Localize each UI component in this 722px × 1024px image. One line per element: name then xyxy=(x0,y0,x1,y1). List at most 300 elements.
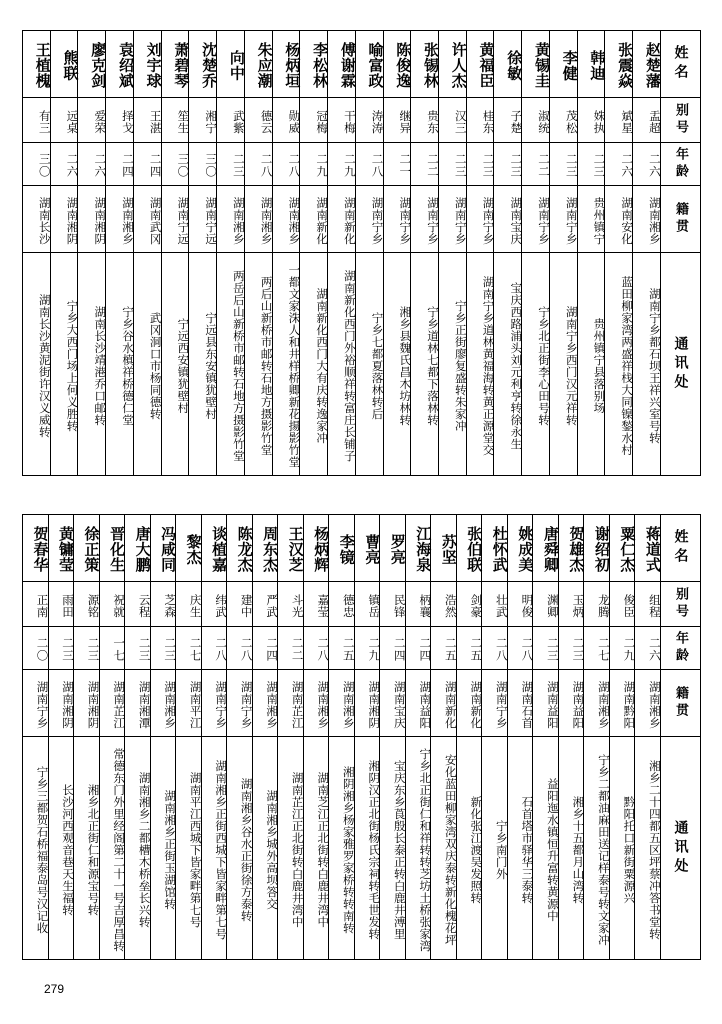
cell-address xyxy=(354,737,380,960)
cell-address-text: 两后山新桥市邮转石地方摄影竹堂 xyxy=(259,276,274,456)
cell-age xyxy=(161,143,189,186)
cell-name xyxy=(507,515,533,582)
cell-address xyxy=(439,253,467,476)
header-name xyxy=(660,31,700,98)
cell-age-text: 二二 xyxy=(536,153,551,178)
cell-native-place-text: 湖南益阳 xyxy=(571,680,586,729)
cell-alias xyxy=(522,98,550,143)
cell-alias-text: 王湛 xyxy=(148,109,163,134)
cell-native-place xyxy=(303,670,329,737)
cell-name-text: 向中 xyxy=(227,50,246,81)
cell-age xyxy=(133,143,161,186)
cell-alias-text: 民锋 xyxy=(392,593,407,618)
cell-address xyxy=(99,737,125,960)
cell-native-place xyxy=(78,186,106,253)
cell-native-place-text: 湖南湘乡 xyxy=(647,680,662,729)
header-age-text: 年龄 xyxy=(673,147,689,181)
cell-native-place xyxy=(176,670,202,737)
cell-age xyxy=(533,627,559,670)
header-alias-text: 别号 xyxy=(673,587,689,621)
row-age xyxy=(23,627,701,670)
cell-address xyxy=(549,253,577,476)
cell-native-place xyxy=(466,186,494,253)
cell-age-text: 二〇 xyxy=(35,637,50,662)
cell-name xyxy=(227,515,253,582)
cell-address xyxy=(227,737,253,960)
cell-native-place-text: 湖南湘乡 xyxy=(231,196,246,245)
cell-native-place xyxy=(189,186,217,253)
cell-alias xyxy=(217,98,245,143)
cell-alias-text: 云程 xyxy=(137,593,152,618)
cell-name-text: 熊联 xyxy=(61,50,80,81)
cell-name-text: 谢绍初 xyxy=(592,526,611,573)
register-table-top xyxy=(22,30,700,470)
cell-alias xyxy=(577,98,605,143)
cell-address-text: 湖南宁乡都石坝王祥兴室号转 xyxy=(647,288,662,444)
cell-alias xyxy=(133,98,161,143)
cell-alias-text: 建中 xyxy=(239,593,254,618)
cell-native-place xyxy=(300,186,328,253)
cell-alias-text: 壮武 xyxy=(494,593,509,618)
cell-alias xyxy=(272,98,300,143)
cell-name xyxy=(217,31,245,98)
cell-age xyxy=(522,143,550,186)
cell-alias-text: 庆生 xyxy=(188,593,203,618)
cell-age-text: 二八 xyxy=(520,637,535,662)
cell-native-place xyxy=(456,670,482,737)
cell-age xyxy=(577,143,605,186)
cell-age-text: 一七 xyxy=(112,637,127,662)
cell-age xyxy=(74,627,100,670)
cell-name-text: 贺雄杰 xyxy=(567,526,586,573)
cell-alias xyxy=(482,582,508,627)
cell-age xyxy=(405,627,431,670)
cell-name xyxy=(558,515,584,582)
cell-name xyxy=(456,515,482,582)
cell-name-text: 张锡林 xyxy=(422,42,441,89)
cell-native-place-text: 湖南益阳 xyxy=(545,680,560,729)
cell-age-text: 二三 xyxy=(564,153,579,178)
header-native-place-text: 籍贯 xyxy=(673,202,689,236)
cell-alias-text: 茂松 xyxy=(564,109,579,134)
cell-address xyxy=(380,737,406,960)
cell-alias xyxy=(635,582,661,627)
cell-native-place-text: 湖南湘乡 xyxy=(265,680,280,729)
cell-name xyxy=(106,31,134,98)
cell-native-place xyxy=(411,186,439,253)
header-age xyxy=(660,627,700,670)
cell-address xyxy=(23,737,49,960)
row-address xyxy=(23,253,701,476)
cell-name-text: 谈植嘉 xyxy=(210,526,229,573)
cell-name-text: 冯咸同 xyxy=(159,526,178,573)
cell-address-text: 宁乡三都贺石桥福泰岛号汉记收 xyxy=(35,766,50,934)
cell-age xyxy=(23,143,51,186)
cell-name xyxy=(380,515,406,582)
cell-name xyxy=(48,515,74,582)
cell-native-place-text: 湖南新化 xyxy=(443,680,458,729)
cell-name-text: 陈龙杰 xyxy=(235,526,254,573)
cell-alias-text: 桂东 xyxy=(481,109,496,134)
cell-age-text: 二五 xyxy=(469,637,484,662)
cell-alias xyxy=(354,582,380,627)
cell-address xyxy=(577,253,605,476)
cell-age-text: 二三 xyxy=(61,637,76,662)
cell-address-text: 湘乡北正街仁和源宝号转 xyxy=(86,784,101,916)
cell-address-text: 湖南平江西城下皆家畔第七号 xyxy=(188,772,203,928)
cell-native-place-text: 湖南湘乡 xyxy=(259,196,274,245)
cell-alias xyxy=(227,582,253,627)
cell-age-text: 二三 xyxy=(592,153,607,178)
cell-native-place-text: 湖南武冈 xyxy=(148,196,163,245)
cell-age xyxy=(549,143,577,186)
cell-age xyxy=(584,627,610,670)
cell-native-place xyxy=(522,186,550,253)
cell-native-place-text: 贵州镇宁 xyxy=(592,196,607,245)
cell-alias xyxy=(244,98,272,143)
cell-name-text: 苏坚 xyxy=(439,534,458,565)
cell-age-text: 二三 xyxy=(163,637,178,662)
cell-native-place-text: 湖南湘阴 xyxy=(65,196,80,245)
cell-alias-text: 组程 xyxy=(647,593,662,618)
cell-name xyxy=(23,515,49,582)
cell-native-place-text: 湖南宁乡 xyxy=(370,196,385,245)
cell-name xyxy=(303,515,329,582)
cell-age xyxy=(383,143,411,186)
cell-name xyxy=(252,515,278,582)
cell-age-text: 二六 xyxy=(647,153,662,178)
cell-native-place-text: 湖南湘乡 xyxy=(341,680,356,729)
cell-address-text: 黔阳托口新街粟源兴 xyxy=(622,796,637,904)
cell-age-text: 二三 xyxy=(453,153,468,178)
cell-name-text: 张震焱 xyxy=(616,42,635,89)
cell-address-text: 湖南长沙靖港乔口邮转 xyxy=(93,306,108,426)
cell-native-place xyxy=(482,670,508,737)
cell-name-text: 廖克剑 xyxy=(89,42,108,89)
cell-address xyxy=(466,253,494,476)
cell-name-text: 萧碧琴 xyxy=(172,42,191,89)
cell-age-text: 二五 xyxy=(443,637,458,662)
cell-native-place-text: 湖南湘阴 xyxy=(93,196,108,245)
cell-native-place-text: 湖南石首 xyxy=(520,680,535,729)
cell-address-text: 湖南湘乡二都槽木桥垒长兴转 xyxy=(137,772,152,928)
cell-alias-text: 祝就 xyxy=(112,593,127,618)
cell-native-place-text: 湖南黔阳 xyxy=(622,680,637,729)
cell-native-place-text: 湖南宁乡 xyxy=(426,196,441,245)
header-native-place-text: 籍贯 xyxy=(673,686,689,720)
cell-native-place xyxy=(50,186,78,253)
cell-name-text: 赵楚藩 xyxy=(643,42,662,89)
cell-native-place-text: 湖南湘阴 xyxy=(61,680,76,729)
cell-address-text: 湖南新化西门大有庆转逸家冲 xyxy=(315,288,330,444)
cell-age xyxy=(439,143,467,186)
cell-age-text: 二四 xyxy=(148,153,163,178)
header-alias xyxy=(660,582,700,627)
cell-address-text: 湖南湘乡正街玉湖馆转 xyxy=(163,790,178,910)
cell-alias-text: 镇岳 xyxy=(367,593,382,618)
cell-native-place-text: 湖南平江 xyxy=(188,680,203,729)
cell-age xyxy=(23,627,49,670)
cell-native-place xyxy=(244,186,272,253)
cell-name-text: 韩迪 xyxy=(588,50,607,81)
cell-native-place-text: 湖南湘潭 xyxy=(137,680,152,729)
cell-native-place xyxy=(635,670,661,737)
cell-alias xyxy=(584,582,610,627)
cell-address-text: 宁乡正街廖复盛转朱家冲 xyxy=(453,300,468,432)
cell-native-place xyxy=(252,670,278,737)
cell-age-text: 二八 xyxy=(239,637,254,662)
cell-native-place xyxy=(133,186,161,253)
cell-name-text: 姚成美 xyxy=(516,526,535,573)
cell-name-text: 黎杰 xyxy=(184,534,203,565)
cell-age xyxy=(300,143,328,186)
cell-address-text: 湖南湘乡正街西城下皆家畔第七号 xyxy=(214,760,229,940)
cell-age-text: 二八 xyxy=(370,153,385,178)
cell-alias xyxy=(549,98,577,143)
cell-native-place-text: 湖南宁远 xyxy=(204,196,219,245)
cell-address-text: 湘阴湘乡杨家雅罗家桥转转南转 xyxy=(341,766,356,934)
cell-native-place xyxy=(74,670,100,737)
cell-native-place xyxy=(577,186,605,253)
cell-alias-text: 俊臣 xyxy=(622,593,637,618)
cell-name xyxy=(161,31,189,98)
cell-age-text: 二四 xyxy=(392,637,407,662)
cell-age-text: 二三 xyxy=(137,637,152,662)
cell-native-place-text: 湖南宝庆 xyxy=(509,196,524,245)
cell-age-text: 二二 xyxy=(426,153,441,178)
row-age xyxy=(23,143,701,186)
cell-name-text: 唐大鹏 xyxy=(133,526,152,573)
cell-native-place-text: 湖南长沙 xyxy=(37,196,52,245)
cell-name xyxy=(78,31,106,98)
cell-address-text: 石首塔市驿华三泰转 xyxy=(520,796,535,904)
cell-name xyxy=(328,31,356,98)
cell-address-text: 贵州镇宁县落别场 xyxy=(592,318,607,414)
register-table xyxy=(22,30,701,476)
cell-address-text: 益阳迤水镇恒升富转黄源中 xyxy=(545,778,560,922)
cell-native-place xyxy=(439,186,467,253)
cell-age xyxy=(99,627,125,670)
cell-name xyxy=(549,31,577,98)
cell-name-text: 黄福臣 xyxy=(477,42,496,89)
cell-address xyxy=(278,737,304,960)
cell-native-place-text: 湖南湘阴 xyxy=(367,680,382,729)
cell-address-text: 湘乡十五都月山湾转 xyxy=(571,796,586,904)
cell-age xyxy=(329,627,355,670)
cell-name-text: 杨炳垣 xyxy=(283,42,302,89)
cell-name xyxy=(176,515,202,582)
cell-age-text: 二八 xyxy=(316,637,331,662)
cell-alias-text: 汉三 xyxy=(453,109,468,134)
cell-age-text: 二九 xyxy=(367,637,382,662)
cell-alias xyxy=(558,582,584,627)
cell-alias-text: 纬武 xyxy=(214,593,229,618)
cell-address xyxy=(522,253,550,476)
cell-address-text: 湘乡二十四都五区坪蔡冲答书堂转 xyxy=(647,760,662,940)
cell-alias-text: 武紫 xyxy=(231,109,246,134)
register-table xyxy=(22,514,701,960)
cell-native-place xyxy=(354,670,380,737)
cell-address-text: 宁乡二都油麻田送记样泰号转文家冲 xyxy=(596,754,611,946)
cell-native-place xyxy=(605,186,633,253)
cell-name xyxy=(300,31,328,98)
cell-native-place xyxy=(23,186,51,253)
cell-name-text: 王植槐 xyxy=(33,42,52,89)
cell-address-text: 宁乡大西门场上何义胜转 xyxy=(65,300,80,432)
cell-native-place-text: 湖南宁乡 xyxy=(239,680,254,729)
cell-name-text: 王汉芝 xyxy=(286,526,305,573)
cell-address xyxy=(533,737,559,960)
cell-address xyxy=(303,737,329,960)
cell-native-place-text: 湖南宁乡 xyxy=(35,680,50,729)
cell-name xyxy=(609,515,635,582)
cell-alias-text: 湘宁 xyxy=(204,109,219,134)
cell-address xyxy=(507,737,533,960)
cell-age-text: 二三 xyxy=(231,153,246,178)
row-native-place xyxy=(23,670,701,737)
header-native-place xyxy=(660,186,700,253)
cell-alias xyxy=(466,98,494,143)
row-alias xyxy=(23,582,701,627)
cell-alias-text: 笙生 xyxy=(176,109,191,134)
cell-native-place-text: 湖南湘乡 xyxy=(316,680,331,729)
cell-native-place xyxy=(329,670,355,737)
cell-address xyxy=(78,253,106,476)
cell-alias-text: 斌星 xyxy=(620,109,635,134)
cell-alias xyxy=(74,582,100,627)
cell-alias xyxy=(303,582,329,627)
cell-name xyxy=(522,31,550,98)
cell-age xyxy=(494,143,522,186)
cell-age xyxy=(466,143,494,186)
cell-age-text: 二四 xyxy=(418,637,433,662)
cell-native-place-text: 湖南宁乡 xyxy=(494,680,509,729)
cell-address xyxy=(150,737,176,960)
cell-name xyxy=(125,515,151,582)
cell-age-text: 二四 xyxy=(265,637,280,662)
cell-alias-text: 严武 xyxy=(265,593,280,618)
cell-address xyxy=(189,253,217,476)
page-number: 279 xyxy=(44,982,65,996)
cell-alias xyxy=(605,98,633,143)
cell-name-text: 罗亮 xyxy=(388,534,407,565)
cell-native-place-text: 湖南宝庆 xyxy=(392,680,407,729)
row-address xyxy=(23,737,701,960)
cell-native-place xyxy=(48,670,74,737)
cell-address xyxy=(584,737,610,960)
header-alias xyxy=(660,98,700,143)
cell-alias xyxy=(252,582,278,627)
cell-alias-text: 德忠 xyxy=(341,593,356,618)
cell-address-text: 常德东门外里经阁第二十一号吉厚昌转 xyxy=(112,748,127,952)
cell-name-text: 贺春华 xyxy=(31,526,50,573)
cell-age xyxy=(303,627,329,670)
cell-address xyxy=(605,253,633,476)
cell-address-text: 宝庆西路浦头刘元利亨转徐永生 xyxy=(509,282,524,450)
cell-age xyxy=(244,143,272,186)
cell-age xyxy=(482,627,508,670)
cell-address-text: 两岳后山新桥市邮转石地方摄影竹堂 xyxy=(231,270,246,462)
cell-age xyxy=(380,627,406,670)
cell-age-text: 二九 xyxy=(622,637,637,662)
cell-age-text: 二三 xyxy=(571,637,586,662)
cell-name xyxy=(133,31,161,98)
cell-name xyxy=(354,515,380,582)
cell-native-place-text: 湖南安化 xyxy=(620,196,635,245)
cell-name xyxy=(577,31,605,98)
cell-name-text: 朱应潮 xyxy=(255,42,274,89)
cell-native-place xyxy=(201,670,227,737)
cell-address-text: 宁乡七都夏落林转后 xyxy=(370,312,385,420)
cell-native-place xyxy=(431,670,457,737)
cell-age xyxy=(150,627,176,670)
cell-address-text: 宁远西安镇犹壁村 xyxy=(176,318,191,414)
cell-name-text: 粟仁杰 xyxy=(618,526,637,573)
cell-address-text: 宁乡道林七都下落林转 xyxy=(426,306,441,426)
cell-name xyxy=(633,31,661,98)
cell-age-text: 二九 xyxy=(342,153,357,178)
cell-native-place xyxy=(380,670,406,737)
header-age-text: 年龄 xyxy=(673,631,689,665)
cell-name xyxy=(150,515,176,582)
cell-name xyxy=(482,515,508,582)
cell-name xyxy=(466,31,494,98)
cell-age-text: 二九 xyxy=(315,153,330,178)
cell-age-text: 二八 xyxy=(494,637,509,662)
cell-address xyxy=(411,253,439,476)
cell-age xyxy=(252,627,278,670)
cell-alias xyxy=(633,98,661,143)
cell-name-text: 李健 xyxy=(560,50,579,81)
cell-alias-text: 勋威 xyxy=(287,109,302,134)
cell-native-place-text: 湖南宁乡 xyxy=(398,196,413,245)
cell-name-text: 曹亮 xyxy=(363,534,382,565)
cell-alias xyxy=(380,582,406,627)
cell-alias-text: 嘉莹 xyxy=(316,593,331,618)
cell-alias xyxy=(609,582,635,627)
header-native-place xyxy=(660,670,700,737)
cell-name-text: 沈楚乔 xyxy=(200,42,219,89)
cell-address-text: 湘阴汉正北街杨氏宗祠转毛世发转 xyxy=(367,760,382,940)
cell-native-place xyxy=(383,186,411,253)
cell-alias-text: 雨田 xyxy=(61,593,76,618)
cell-alias-text: 玉炳 xyxy=(571,593,586,618)
cell-alias xyxy=(99,582,125,627)
cell-native-place-text: 湖南湘乡 xyxy=(287,196,302,245)
cell-name-text: 周东杰 xyxy=(261,526,280,573)
cell-alias-text: 明俊 xyxy=(520,593,535,618)
cell-age xyxy=(272,143,300,186)
cell-name xyxy=(201,515,227,582)
cell-age xyxy=(558,627,584,670)
cell-alias-text: 淑统 xyxy=(536,109,551,134)
header-name xyxy=(660,515,700,582)
cell-age-text: 三〇 xyxy=(37,153,52,178)
cell-native-place xyxy=(278,670,304,737)
cell-name xyxy=(533,515,559,582)
cell-alias xyxy=(125,582,151,627)
cell-address-text: 宁远县东安镇犹壁村 xyxy=(204,312,219,420)
cell-alias-text: 源铭 xyxy=(86,593,101,618)
cell-address-text: 湖南宁乡道林黄福海转黄正源堂交 xyxy=(481,276,496,456)
cell-native-place xyxy=(533,670,559,737)
cell-alias xyxy=(300,98,328,143)
cell-alias-text: 龙腾 xyxy=(596,593,611,618)
cell-address xyxy=(48,737,74,960)
cell-native-place xyxy=(494,186,522,253)
cell-alias xyxy=(23,582,49,627)
cell-address xyxy=(329,737,355,960)
